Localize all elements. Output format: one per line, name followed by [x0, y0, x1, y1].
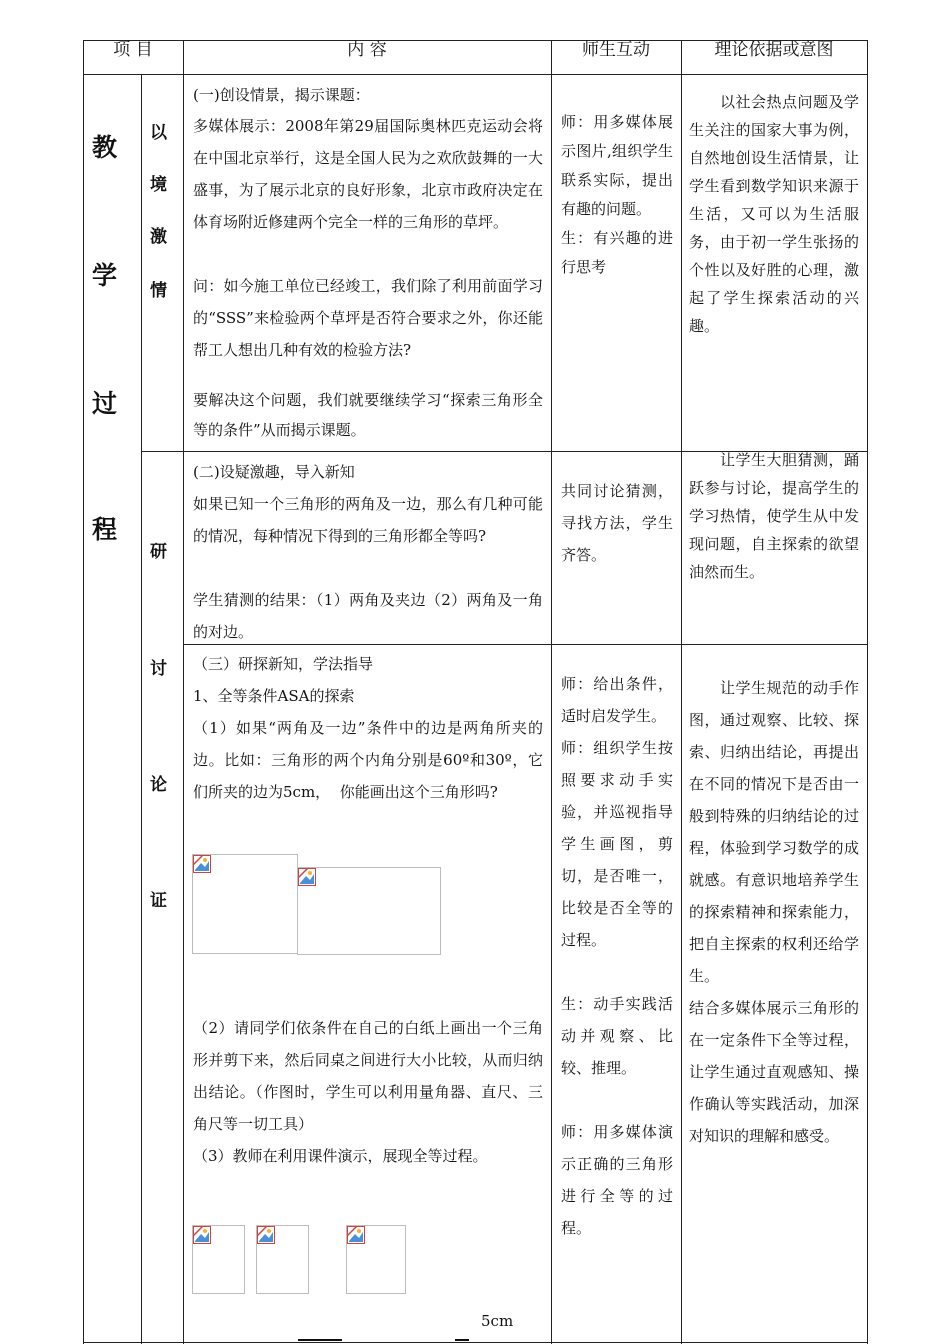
row1-content-intro: (一)创设情景，揭示课题：: [193, 86, 370, 104]
broken-image-icon: [193, 1226, 211, 1244]
row3-content-q1: （1）如果“两角及一边”条件中的边是两角所夹的边。比如：三角形的两个内角分别是60º和30º，它们所夹的边为5cm， 你能画出这个三角形吗?: [193, 719, 543, 801]
row2-content-title: (二)设疑激趣，导入新知: [193, 463, 355, 481]
label-5cm: 5cm: [481, 1312, 514, 1330]
row3-content-q2: （2）请同学们依条件在自己的白纸上画出一个三角形并剪下来，然后同桌之间进行大小比较，从而归纳出结论。（作图时，学生可以利用量角器、直尺、三角尺等一切工具）: [193, 1019, 543, 1133]
figure-placeholder-5: [346, 1225, 406, 1294]
row2-theory: 让学生大胆猜测，踊跃参与讨论，提高学生的学习热情，使学生从中发现问题，自主探索的欲望油然而生。: [689, 451, 859, 581]
header-bottom-line: [83, 74, 868, 75]
sub2-char-1: 研: [150, 542, 167, 562]
sub1-char-4: 情: [150, 281, 167, 301]
figure-placeholder-1: [192, 854, 298, 954]
row1-interaction: 师：用多媒体展示图片,组织学生联系实际，提出有趣的问题。 生：有兴趣的进行思考: [561, 113, 673, 276]
row3-interaction: 师：给出条件，适时启发学生。 师：组织学生按照要求动手实验，并巡视指导学生画图，剪切，是否唯一，比较是否全等的过程。 生：动手实践活动并观察、比较、推理。 师：用多媒体演示正确的三角形进行全等的过程。: [561, 675, 673, 1237]
segment-line-right: [455, 1339, 469, 1341]
row2-content-question: 如果已知一个三角形的两角及一边，那么有几种可能的情况，每种情况下得到的三角形都全等吗?: [193, 495, 543, 545]
row1-content-media: 多媒体展示：2008年第29届国际奥林匹克运动会将在中国北京举行，这是全国人民为之欢欣鼓舞的一大盛事，为了展示北京的良好形象，北京市政府决定在体育场附近修建两个完全一样的三角形的草坪。: [193, 117, 543, 231]
row2-content-guess: 学生猜测的结果：（1）两角及夹边（2）两角及一角的对边。: [193, 591, 543, 641]
broken-image-icon: [193, 855, 211, 873]
section-char-4: 程: [92, 515, 118, 544]
row3-content-asa: 1、全等条件ASA的探索: [193, 687, 355, 705]
section-char-2: 学: [92, 261, 118, 290]
section-char-3: 过: [92, 389, 118, 418]
figure-placeholder-2: [297, 867, 441, 955]
segment-line-left: [298, 1339, 342, 1341]
sub2-char-3: 论: [150, 775, 167, 795]
broken-image-icon: [298, 868, 316, 886]
row1-theory: 以社会热点问题及学生关注的国家大事为例，自然地创设生活情景，让学生看到数学知识来源于生活，又可以为生活服务，由于初一学生张扬的个性以及好胜的心理，激起了学生探索活动的兴趣。: [689, 93, 859, 335]
sub1-char-1: 以: [150, 123, 167, 143]
header-interaction: 师生互动: [582, 40, 650, 60]
figure-placeholder-4: [256, 1225, 309, 1294]
table-divider-item: [183, 40, 184, 1344]
table-border-bottom: [83, 1342, 868, 1343]
table-divider-interaction: [681, 40, 682, 1344]
section-char-1: 教: [92, 133, 118, 162]
sub2-char-4: 证: [150, 891, 167, 911]
row1-content-topic: 要解决这个问题，我们就要继续学习“探索三角形全等的条件”从而揭示课题。: [193, 391, 543, 439]
row1-content-question: 问：如今施工单位已经竣工，我们除了利用前面学习的“SSS”来检验两个草坪是否符合要求之外，你还能帮工人想出几种有效的检验方法?: [193, 277, 543, 359]
row3-theory: 让学生规范的动手作图，通过观察、比较、探索、归纳出结论，再提出在不同的情况下是否由一般到特殊的归纳结论的过程，体验到学习数学的成就感。有意识地培养学生的探索精神和探索能力，把自主探索的权利还给学生。 结合多媒体展示三角形的在一定条件下全等过程，让学生通过直观感知、操作确认等实践活动，加深对知识的理解和感受。: [689, 679, 859, 1145]
broken-image-icon: [257, 1226, 275, 1244]
figure-placeholder-3: [192, 1225, 245, 1294]
sub1-char-2: 境: [150, 175, 167, 195]
table-divider-sub: [141, 74, 142, 1344]
header-content: 内 容: [347, 40, 387, 60]
table-border-left: [83, 40, 84, 1344]
row3-content-title: （三）研探新知，学法指导: [193, 655, 374, 673]
header-theory: 理论依据或意图: [714, 40, 834, 60]
table-border-right: [867, 40, 868, 1344]
broken-image-icon: [347, 1226, 365, 1244]
header-item: 项 目: [113, 40, 153, 60]
table-divider-content: [551, 40, 552, 1344]
sub2-char-2: 讨: [150, 659, 167, 679]
sub1-char-3: 激: [150, 227, 167, 247]
row2-interaction: 共同讨论猜测，寻找方法，学生齐答。: [561, 482, 673, 564]
row3-content-q3: （3）教师在利用课件演示，展现全等过程。: [193, 1147, 488, 1165]
